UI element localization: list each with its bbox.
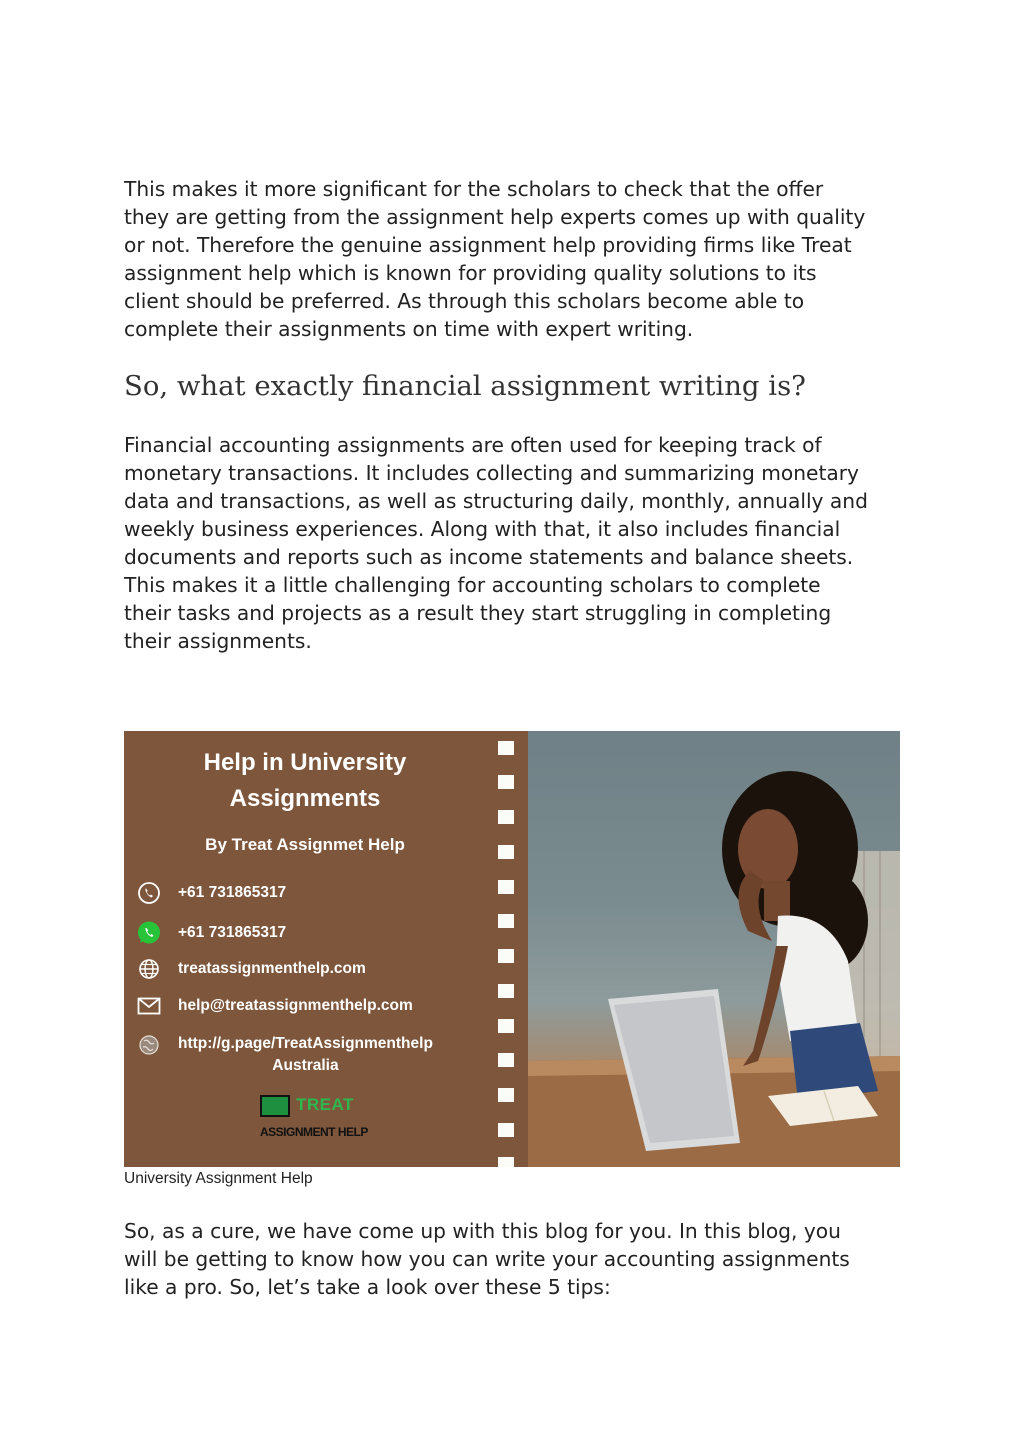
text-line: Financial accounting assignments are often used for keeping track of [124, 433, 822, 457]
contact-website [136, 956, 366, 982]
text-line: their tasks and projects as a result they start struggling in completing [124, 601, 832, 625]
student-photo [528, 731, 900, 1167]
financial-paragraph [124, 431, 914, 655]
text-line: data and transactions, as well as structuring daily, monthly, annually and [124, 489, 868, 513]
student-illustration [528, 731, 900, 1167]
film-hole [498, 880, 514, 894]
gpage-url: http://g.page/TreatAssignmenthelp [178, 1035, 433, 1052]
film-hole [498, 1019, 514, 1033]
film-hole [498, 949, 514, 963]
website-url: treatassignmenthelp.com [178, 960, 366, 977]
country-label: Australia [272, 1057, 339, 1074]
text-line: This makes it more significant for the scholars to check that the offer [124, 177, 824, 201]
intro-paragraph [124, 175, 914, 343]
film-hole [498, 845, 514, 859]
film-hole [498, 810, 514, 824]
banner-title-line: Help in University [203, 749, 407, 776]
text-line: assignment help which is known for providing quality solutions to its [124, 261, 817, 285]
text-line: documents and reports such as income statements and balance sheets. [124, 545, 854, 569]
promo-banner-image [124, 731, 900, 1167]
globe-icon [136, 956, 162, 982]
banner-byline: By Treat Assignmet Help [205, 835, 405, 854]
whatsapp-icon [136, 920, 162, 946]
film-hole [498, 1088, 514, 1102]
banner-title [124, 745, 486, 817]
section-heading: So, what exactly financial assignment writing is? [124, 370, 806, 402]
contact-gpage [136, 1033, 433, 1077]
text-line: their assignments. [124, 629, 312, 653]
laptop-logo-icon [260, 1095, 290, 1117]
contact-phone [136, 880, 286, 906]
text-line: client should be preferred. As through this scholars become able to [124, 289, 805, 313]
text-line: monetary transactions. It includes collecting and summarizing monetary [124, 461, 859, 485]
film-strip-divider [486, 731, 528, 1167]
film-hole [498, 914, 514, 928]
film-hole [498, 1157, 514, 1167]
text-line: This makes it a little challenging for accounting scholars to complete [124, 573, 821, 597]
logo-tagline: ASSIGNMENT HELP [260, 1125, 368, 1139]
film-hole [498, 1053, 514, 1067]
contact-email [136, 993, 413, 1019]
contact-whatsapp [136, 920, 286, 946]
text-line: complete their assignments on time with expert writing. [124, 317, 694, 341]
whatsapp-number: +61 731865317 [178, 924, 287, 941]
film-hole [498, 775, 514, 789]
email-address: help@treatassignmenthelp.com [178, 997, 413, 1014]
logo-wordmark: TREAT [296, 1095, 354, 1114]
text-line: or not. Therefore the genuine assignment help providing firms like Treat [124, 233, 852, 257]
banner-title-line: Assignments [229, 785, 381, 812]
text-line: like a pro. So, let’s take a look over these 5 tips: [124, 1275, 611, 1299]
envelope-icon [136, 993, 162, 1019]
film-hole [498, 984, 514, 998]
phone-number: +61 731865317 [178, 884, 287, 901]
film-hole [498, 1123, 514, 1137]
location-globe-icon [136, 1033, 162, 1059]
phone-icon [136, 880, 162, 906]
film-hole [498, 741, 514, 755]
text-line: weekly business experiences. Along with that, it also includes financial [124, 517, 841, 541]
text-line: So, as a cure, we have come up with this blog for you. In this blog, you [124, 1219, 841, 1243]
closing-paragraph [124, 1217, 914, 1301]
banner-info-panel [124, 731, 500, 1167]
text-line: will be getting to know how you can write your accounting assignments [124, 1247, 850, 1271]
image-caption: University Assignment Help [124, 1170, 313, 1187]
treat-logo [260, 1093, 370, 1153]
text-line: they are getting from the assignment help experts comes up with quality [124, 205, 866, 229]
